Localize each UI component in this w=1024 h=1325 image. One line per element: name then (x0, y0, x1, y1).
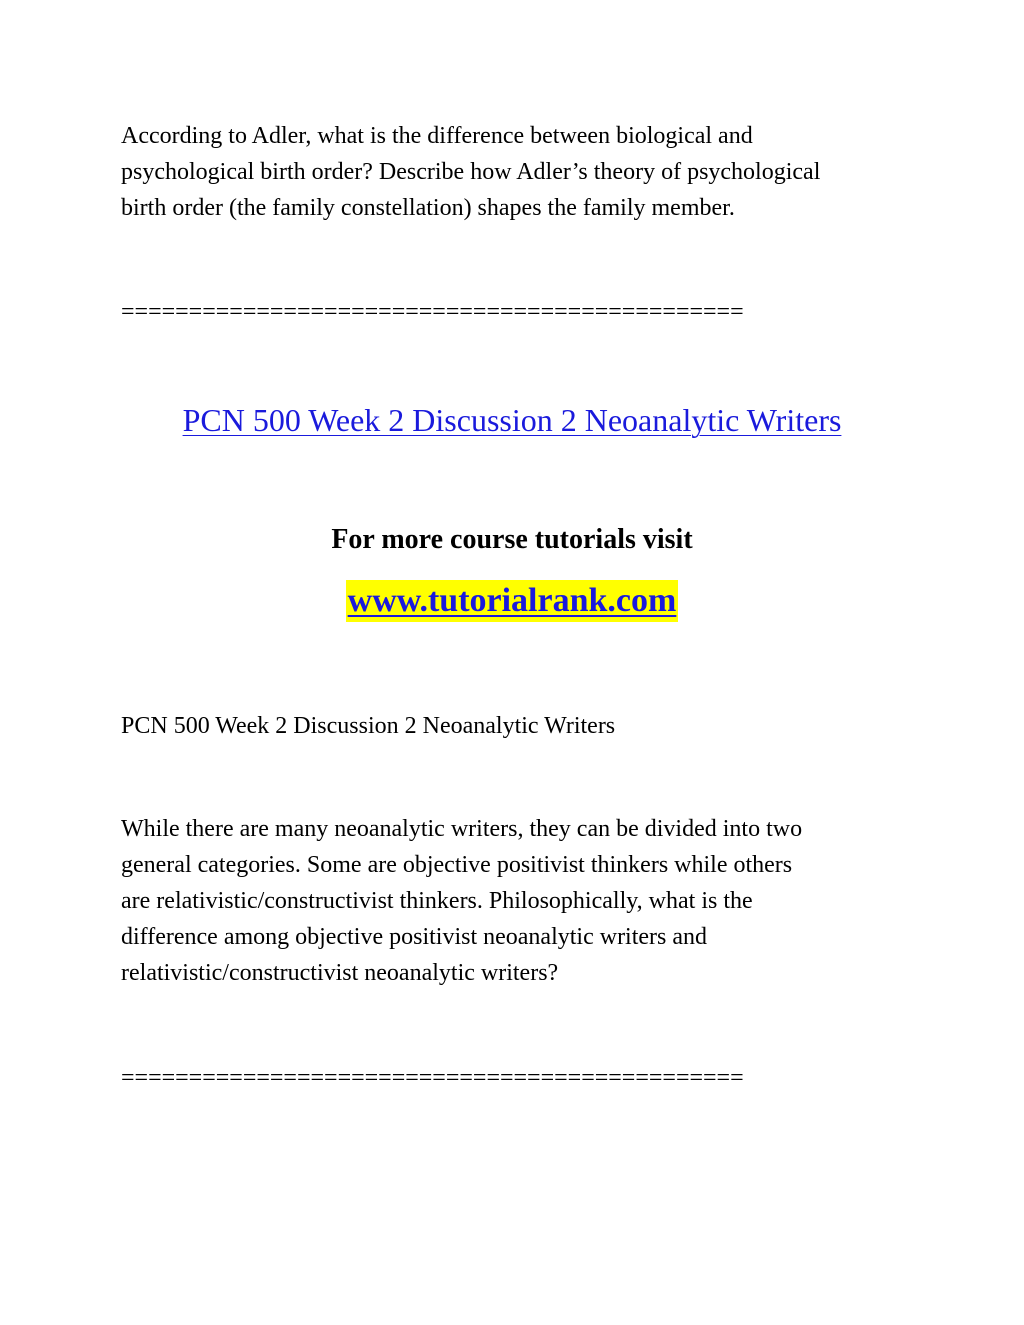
adler-question-line-2: psychological birth order? Describe how Adler’s theory of psychological (121, 159, 821, 185)
divider-top: ============================================== (121, 299, 744, 325)
neoanalytic-question-line-2: general categories. Some are objective positivist thinkers while others (121, 852, 793, 878)
course-title-link-block (0, 400, 1024, 440)
divider-bottom: ============================================== (121, 1065, 744, 1091)
neoanalytic-question-line-4: difference among objective positivist neoanalytic writers and (121, 924, 708, 950)
neoanalytic-question-line-3: are relativistic/constructivist thinkers. Philosophically, what is the (121, 888, 753, 914)
tutorialrank-site-link[interactable]: www.tutorialrank.com (346, 580, 679, 622)
assignment-title: PCN 500 Week 2 Discussion 2 Neoanalytic Writers (121, 713, 616, 739)
site-link-block (0, 580, 1024, 622)
adler-question-line-3: birth order (the family constellation) shapes the family member. (121, 195, 735, 221)
course-title-link[interactable]: PCN 500 Week 2 Discussion 2 Neoanalytic Writers (182, 402, 842, 438)
neoanalytic-question-line-1: While there are many neoanalytic writers, they can be divided into two (121, 816, 803, 842)
neoanalytic-question-paragraph (121, 811, 921, 991)
neoanalytic-question-line-5: relativistic/constructivist neoanalytic writers? (121, 960, 559, 986)
visit-text: For more course tutorials visit (331, 524, 693, 555)
adler-question-line-1: According to Adler, what is the difference between biological and (121, 123, 753, 149)
adler-question-paragraph (121, 118, 921, 226)
